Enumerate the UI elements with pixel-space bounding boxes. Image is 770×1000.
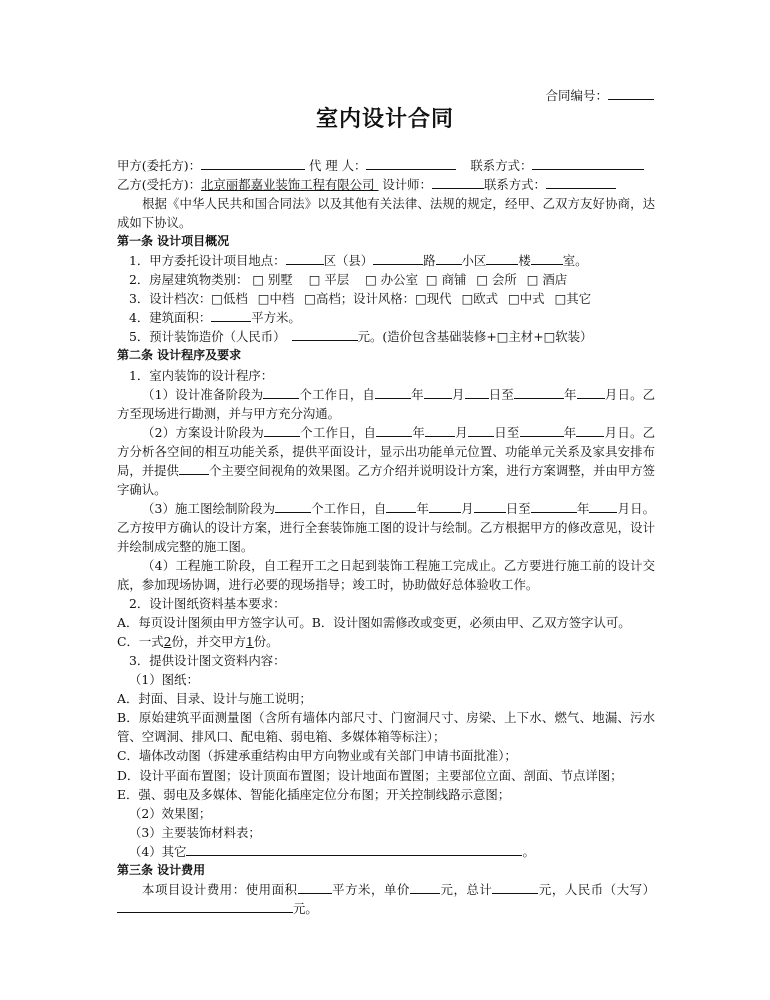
design-fee-paragraph: 本项目设计费用：使用面积 平方米，单价 元，总计 元，人民币（大写）元。 xyxy=(117,880,655,918)
article-1-heading: 第一条 设计项目概况 xyxy=(117,234,230,249)
party-a-line: 甲方(委托方)： 代 理 人： 联系方式： xyxy=(117,156,655,175)
fee-unit-price-blank[interactable] xyxy=(410,880,440,894)
party-a-agent-blank[interactable] xyxy=(366,156,456,170)
phase-1-days-blank[interactable] xyxy=(263,385,299,399)
phase-2-paragraph: （2）方案设计阶段为 个工作日，自 年 月 日至 年 月日。乙方分析各空间的相互功能关系，提供平面设计，显示出功能单元位置、功能单元关系及家具安排布局，并提供 个主要空间视角的效果图。乙方介绍并说明设计方案，进行方案调整，并由甲方签字确认。 xyxy=(117,424,656,497)
contract-number-label: 合同编号： xyxy=(545,88,608,103)
checkbox-flat[interactable]: □ 平层 xyxy=(308,272,350,288)
fee-area-blank[interactable] xyxy=(298,880,332,894)
checkbox-chinese[interactable]: □中式 xyxy=(508,291,545,307)
documents-drawings: （1）图纸： xyxy=(129,672,199,688)
phase-4-paragraph: （4）工程施工阶段，自工程开工之日起到装饰工程施工完成止。乙方要进行施工前的设计交底，参加现场协调，进行必要的现场指导；竣工时，协助做好总体验收工作。 xyxy=(117,557,655,593)
building-blank[interactable] xyxy=(486,251,518,265)
cost-blank[interactable] xyxy=(292,327,358,341)
party-b-contact-blank[interactable] xyxy=(546,175,616,189)
road-blank[interactable] xyxy=(373,251,423,265)
drawing-d: D．设计平面布置图；设计顶面布置图；设计地面布置图；主要部位立面、剖面、节点详图； xyxy=(117,767,623,783)
article-1-item-5: 5．预计装饰造价（人民币） 元。(造价包含基础装修+□主材+□软装） xyxy=(129,329,593,345)
page-title: 室内设计合同 xyxy=(315,107,454,132)
contract-body xyxy=(117,156,655,918)
checkbox-mid[interactable]: □中档 xyxy=(257,291,295,307)
views-count-blank[interactable] xyxy=(179,461,209,475)
documents-materials: （3）主要装饰材料表； xyxy=(129,824,261,840)
phase-1-paragraph: （1）设计准备阶段为 个工作日，自 年 月 日至 年 月日。乙方至现场进行勘测，并与甲方充分沟通。 xyxy=(117,386,656,421)
checkbox-villa[interactable]: □ 别墅 xyxy=(252,272,293,288)
article-1-item-3: 3．设计档次：□低档 □中档 □高档；设计风格：□现代 □欧式 □中式 □其它 xyxy=(129,291,592,307)
phase-2-days-blank[interactable] xyxy=(264,423,300,437)
fee-capital-blank[interactable] xyxy=(117,899,293,913)
checkbox-high[interactable]: □高档； xyxy=(304,291,354,307)
party-a-contact-blank[interactable] xyxy=(532,156,644,170)
area-blank[interactable] xyxy=(211,308,251,322)
other-documents-blank[interactable] xyxy=(186,842,522,856)
checkbox-low[interactable]: □低档 xyxy=(211,291,248,307)
checkbox-european[interactable]: □欧式 xyxy=(461,291,499,307)
party-a-name-blank[interactable] xyxy=(201,156,305,170)
phase-3-days-blank[interactable] xyxy=(275,499,311,513)
party-b-company: 北京丽都嘉业装饰工程有限公司 xyxy=(201,177,375,193)
checkbox-other[interactable]: □其它 xyxy=(554,291,592,307)
checkbox-club[interactable]: □ 会所 xyxy=(476,272,517,288)
checkbox-office[interactable]: □ 办公室 xyxy=(365,272,418,288)
article-2-heading: 第二条 设计程序及要求 xyxy=(117,348,242,363)
drawing-c: C．墙体改动图（拆建承重结构由甲方向物业或有关部门申请书面批准）； xyxy=(117,748,517,764)
documents-other: （4）其它 。 xyxy=(129,843,535,859)
drawing-requirements-title: 2．设计图纸资料基本要求： xyxy=(129,596,286,612)
requirement-c: C．一式2份，并交甲方1份。 xyxy=(117,634,279,650)
drawing-a: A．封面、目录、设计与施工说明； xyxy=(117,691,312,707)
phase-3-paragraph: （3）施工图绘制阶段为 个工作日，自 年 月 日至 年 月日。乙方按甲方确认的设计方案，进行全套装饰施工图的设计与绘制。乙方根据甲方的修改意见，设计并绘制成完整的施工图。 xyxy=(117,500,656,554)
room-blank[interactable] xyxy=(531,251,563,265)
article-1-item-2: 2．房屋建筑物类别： □ 别墅 □ 平层 □ 办公室 □ 商铺 □ 会所 □ 酒店 xyxy=(129,272,568,288)
drawing-e: E．强、弱电及多媒体、智能化插座定位分布图；开关控制线路示意图； xyxy=(117,786,511,802)
documents-renderings: （2）效果图； xyxy=(129,805,212,821)
district-blank[interactable] xyxy=(286,251,324,265)
checkbox-modern[interactable]: □现代 xyxy=(415,291,452,307)
designer-blank[interactable] xyxy=(432,175,484,189)
article-3-heading: 第三条 设计费用 xyxy=(117,862,206,877)
party-b-line: 乙方(受托方)：北京丽都嘉业装饰工程有限公司 设计师： 联系方式： xyxy=(117,175,655,194)
checkbox-hotel[interactable]: □ 酒店 xyxy=(526,272,568,288)
design-procedure-title: 1．室内装饰的设计程序： xyxy=(129,367,274,383)
intro-paragraph: 根据《中华人民共和国合同法》以及其他有关法律、法规的规定，经甲、乙双方友好协商，达成如下协议。 xyxy=(117,196,655,231)
drawing-b: B．原始建筑平面测量图（含所有墙体内部尺寸、门窗洞尺寸、房梁、上下水、燃气、地漏、污水管、空调洞、排风口、配电箱、弱电箱、多媒体箱等标注）； xyxy=(117,710,655,745)
requirement-ab: A．每页设计图须由甲方签字认可。B．设计图如需修改或变更，必须由甲、乙双方签字认可。 xyxy=(117,615,631,631)
checkbox-shop[interactable]: □ 商铺 xyxy=(425,272,467,288)
article-1-item-4: 4．建筑面积： 平方米。 xyxy=(129,310,301,326)
fee-total-blank[interactable] xyxy=(492,880,538,894)
article-1-item-1: 1．甲方委托设计项目地点： 区（县） 路 小区 楼 室。 xyxy=(129,253,588,269)
documents-title: 3．提供设计图文资料内容： xyxy=(129,653,286,669)
contract-number-blank[interactable] xyxy=(608,86,654,100)
community-blank[interactable] xyxy=(436,251,462,265)
